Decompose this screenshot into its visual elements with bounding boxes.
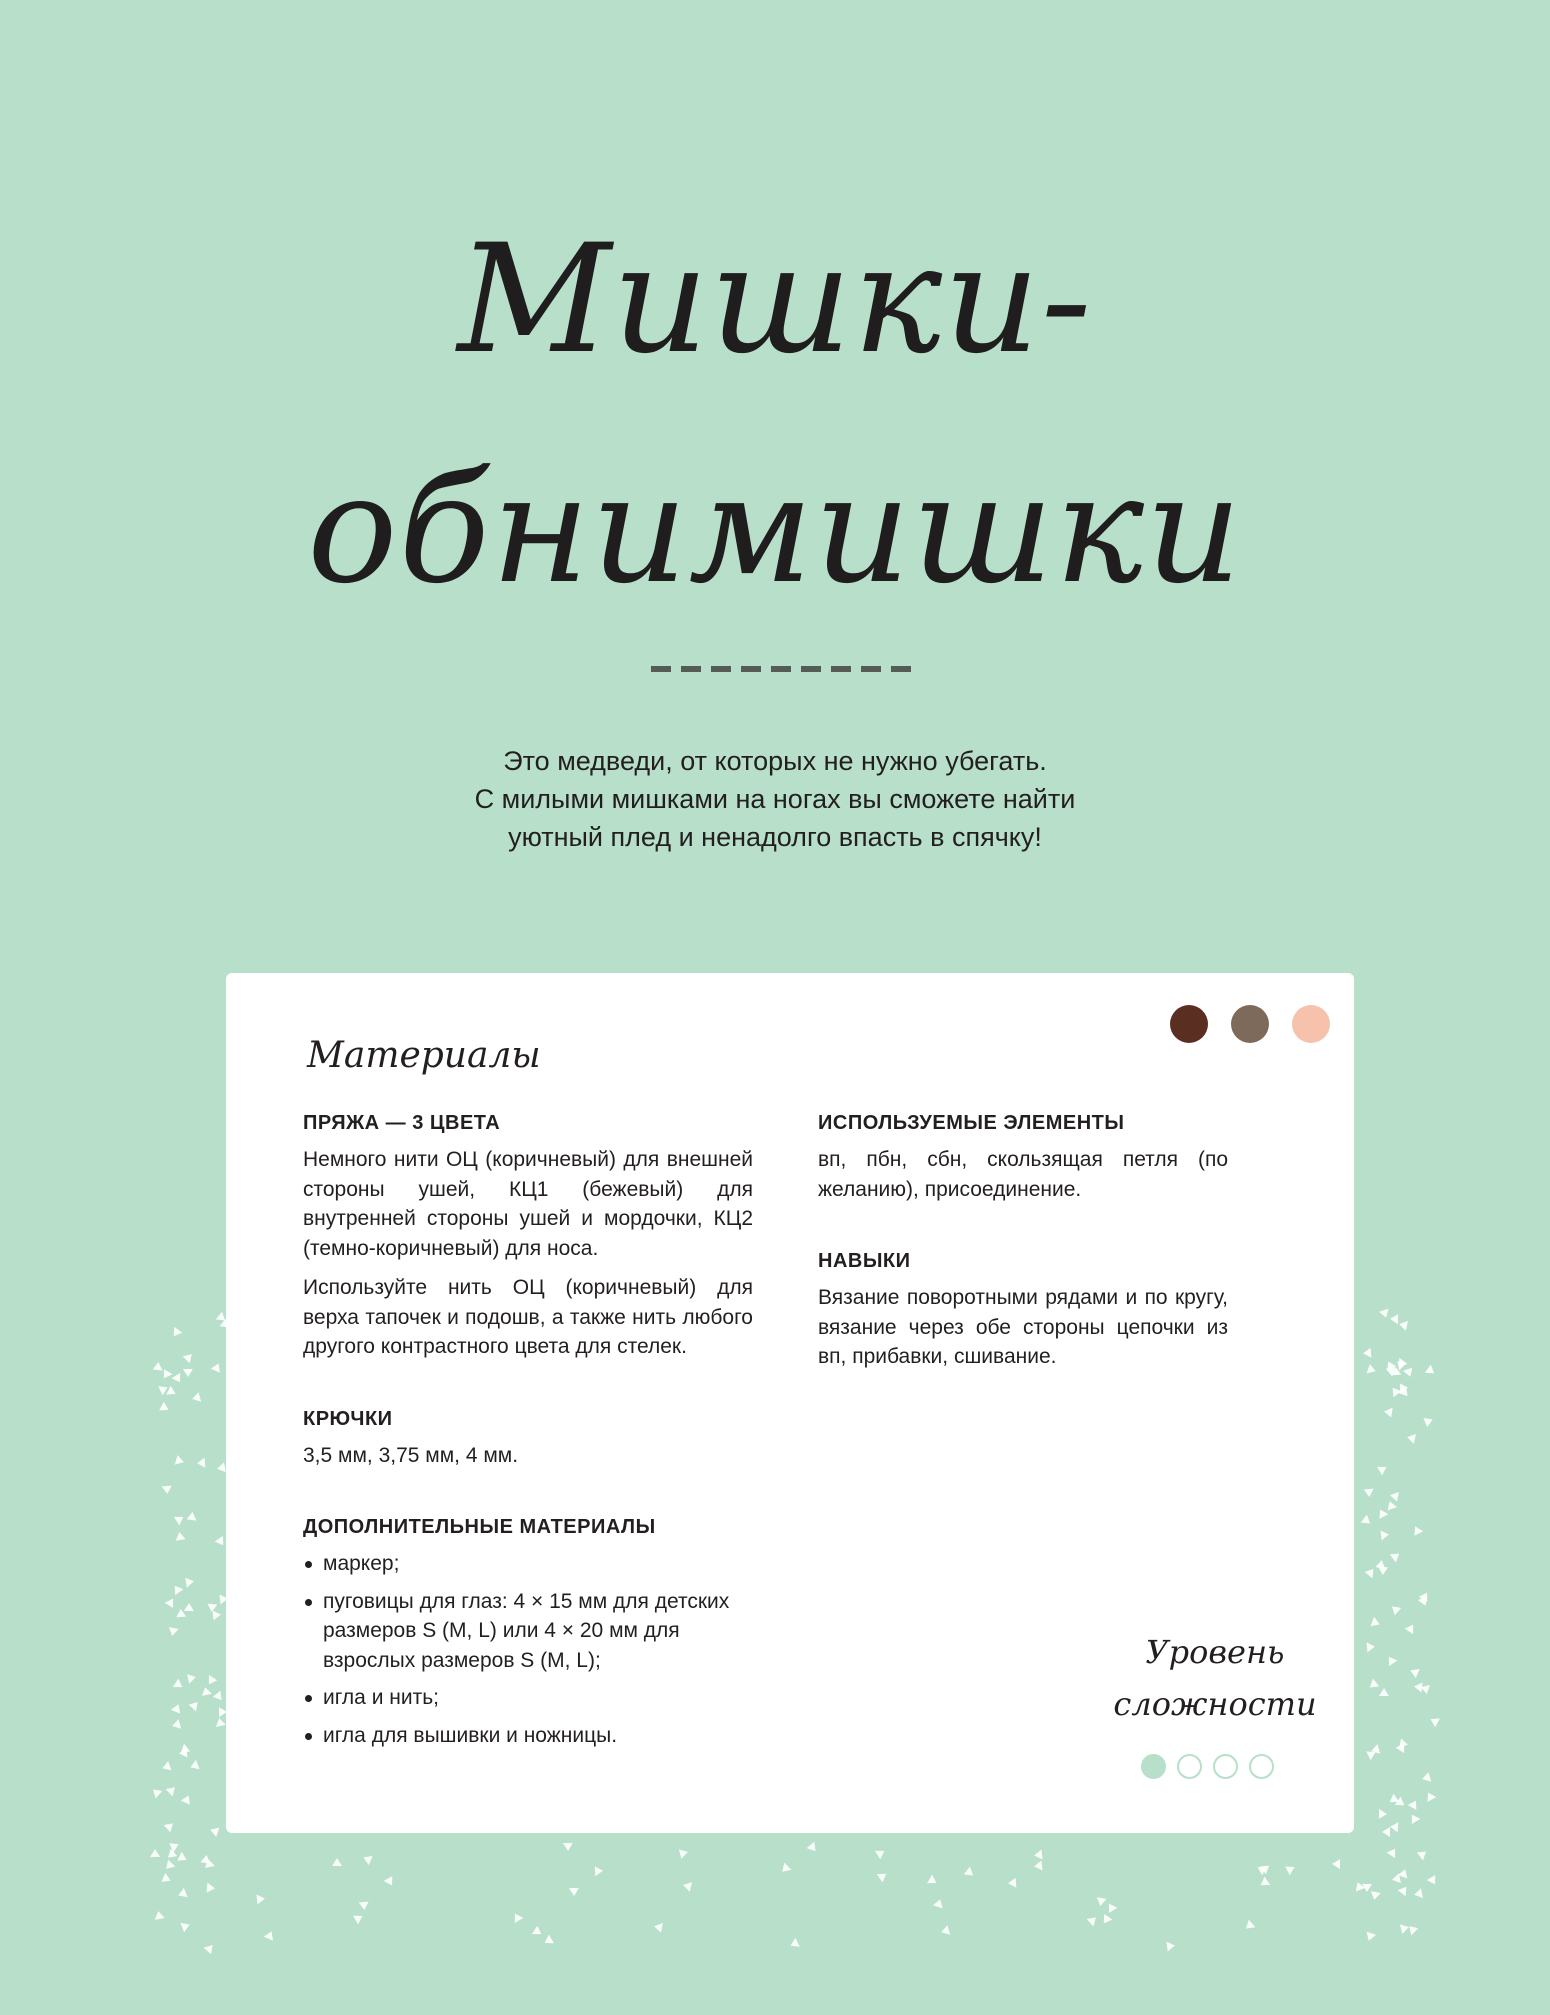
difficulty-label bbox=[1090, 1626, 1340, 1730]
speckle bbox=[1243, 1920, 1256, 1933]
speckle bbox=[1258, 1877, 1270, 1890]
speckle bbox=[1408, 1812, 1421, 1824]
speckle bbox=[788, 1937, 800, 1949]
speckle bbox=[150, 1848, 160, 1856]
speckle bbox=[214, 1717, 225, 1727]
hooks-section bbox=[303, 1408, 753, 1471]
list-item bbox=[303, 1549, 753, 1579]
speckle bbox=[170, 1327, 183, 1339]
speckle bbox=[927, 1874, 939, 1887]
bullet-icon bbox=[305, 1599, 312, 1606]
yarn-paragraph-2: Используйте нить ОЦ (коричневый) для верха тапочек и подошв, а также нить любого другого контрастного цвета для стелек. bbox=[303, 1276, 753, 1358]
speckle bbox=[1382, 1827, 1390, 1837]
speckle bbox=[181, 1793, 193, 1804]
speckle bbox=[1034, 1861, 1043, 1872]
speckle bbox=[174, 1513, 186, 1526]
speckle bbox=[1383, 1407, 1392, 1418]
speckle bbox=[1421, 1772, 1431, 1784]
speckle bbox=[361, 1853, 372, 1865]
speckle bbox=[1364, 1931, 1376, 1942]
skills-text: Вязание поворотными рядами и по кругу, вязание через обе стороны цепочки из вп, прибавки, сшивание. bbox=[818, 1286, 1228, 1368]
speckle bbox=[170, 1583, 183, 1595]
speckle bbox=[1403, 1367, 1415, 1378]
list-item bbox=[303, 1683, 753, 1713]
speckle bbox=[1370, 1617, 1381, 1629]
speckle bbox=[207, 1604, 218, 1613]
speckle bbox=[682, 1880, 692, 1892]
speckle bbox=[171, 1702, 183, 1713]
speckle bbox=[160, 1369, 173, 1381]
skills-section bbox=[818, 1250, 1228, 1372]
speckle bbox=[1379, 1688, 1389, 1696]
yarn-paragraph-1: Немного нити ОЦ (коричневый) для внешней стороны ушей, КЦ1 (бежевый) для внутренней стороны ушей и мордочки, КЦ2 (темно-коричневый) для носа. bbox=[303, 1148, 753, 1260]
difficulty-dot-empty bbox=[1249, 1754, 1274, 1779]
list-item-text: игла для вышивки и ножницы. bbox=[323, 1723, 618, 1747]
speckle bbox=[1385, 1653, 1398, 1665]
speckle bbox=[1390, 1822, 1399, 1833]
speckle bbox=[353, 1912, 365, 1925]
speckle bbox=[162, 1860, 175, 1873]
difficulty-label-line1: Уровень bbox=[1145, 1633, 1285, 1671]
speckle bbox=[150, 1785, 163, 1798]
speckle bbox=[197, 1458, 206, 1469]
speckle bbox=[679, 1848, 689, 1860]
speckle bbox=[1417, 1847, 1429, 1860]
extra-materials-title: ДОПОЛНИТЕЛЬНЫЕ МАТЕРИАЛЫ bbox=[303, 1516, 656, 1538]
speckle bbox=[171, 1719, 181, 1731]
speckle bbox=[1365, 1566, 1378, 1579]
speckle bbox=[161, 1486, 172, 1495]
speckle bbox=[964, 1867, 977, 1880]
color-swatch-taupe bbox=[1231, 1005, 1269, 1043]
speckle bbox=[174, 1531, 185, 1540]
list-item bbox=[303, 1587, 753, 1676]
skills-title: НАВЫКИ bbox=[818, 1250, 911, 1272]
speckle bbox=[183, 1369, 193, 1377]
speckle bbox=[188, 1699, 201, 1712]
speckle bbox=[185, 1577, 195, 1588]
speckle bbox=[1398, 1319, 1408, 1331]
bullet-icon bbox=[305, 1733, 312, 1740]
speckle bbox=[1367, 1641, 1376, 1652]
speckle bbox=[178, 1852, 190, 1865]
materials-left-column bbox=[303, 1112, 753, 1796]
speckle bbox=[1332, 1859, 1340, 1869]
materials-right-column bbox=[818, 1112, 1228, 1418]
difficulty-dot-empty bbox=[1177, 1754, 1202, 1779]
speckle bbox=[1410, 1524, 1422, 1536]
speckle bbox=[164, 1596, 177, 1608]
speckle bbox=[1424, 1415, 1435, 1427]
speckle bbox=[563, 1843, 573, 1851]
speckle bbox=[595, 1866, 604, 1876]
speckle bbox=[1087, 1914, 1100, 1927]
speckle bbox=[1405, 1622, 1418, 1634]
speckle bbox=[184, 1603, 194, 1611]
extra-materials-section bbox=[303, 1516, 753, 1750]
speckle bbox=[263, 1929, 275, 1940]
hooks-title: КРЮЧКИ bbox=[303, 1407, 393, 1430]
list-item-text: маркер; bbox=[323, 1552, 400, 1575]
speckle bbox=[933, 1898, 945, 1909]
speckle bbox=[1400, 1922, 1410, 1934]
speckle bbox=[1167, 1941, 1176, 1952]
speckle bbox=[1033, 1849, 1042, 1860]
speckle bbox=[165, 1783, 178, 1796]
speckle bbox=[1425, 1365, 1437, 1378]
intro-line: уютный плед и ненадолго впасть в спячку! bbox=[508, 822, 1042, 852]
yarn-title: ПРЯЖА — 3 ЦВЕТА bbox=[303, 1112, 501, 1134]
speckle bbox=[1409, 1665, 1420, 1677]
speckle bbox=[1363, 1347, 1372, 1358]
elements-title: ИСПОЛЬЗУЕМЫЕ ЭЛЕМЕНТЫ bbox=[818, 1112, 1125, 1134]
list-item-text: пуговицы для глаз: 4 × 15 мм для детских размеров S (M, L) или 4 × 20 мм для взрослых размеров S (M, L); bbox=[323, 1589, 730, 1672]
speckle bbox=[653, 1921, 663, 1932]
speckle bbox=[359, 1901, 370, 1910]
speckle bbox=[182, 1350, 195, 1363]
page-title-line2: обнимишки bbox=[307, 443, 1243, 617]
speckle bbox=[510, 1911, 523, 1923]
speckle bbox=[181, 1920, 192, 1932]
speckle bbox=[200, 1854, 211, 1864]
speckle bbox=[217, 1462, 227, 1473]
speckle bbox=[1007, 1878, 1016, 1889]
list-item-text: игла и нить; bbox=[323, 1686, 439, 1709]
difficulty-label-line2: сложности bbox=[1113, 1685, 1317, 1723]
materials-heading: Материалы bbox=[307, 1035, 541, 1076]
speckle bbox=[1285, 1863, 1297, 1876]
speckle bbox=[152, 1362, 163, 1371]
speckle bbox=[332, 1858, 342, 1866]
page-title-line1: Мишки- bbox=[457, 213, 1093, 387]
speckle bbox=[164, 1820, 177, 1833]
speckle bbox=[176, 1888, 187, 1900]
speckle bbox=[1390, 1550, 1402, 1563]
speckle bbox=[173, 1679, 185, 1692]
speckle bbox=[210, 1361, 222, 1372]
speckle bbox=[876, 1870, 888, 1883]
speckle bbox=[532, 1925, 544, 1938]
speckle bbox=[204, 1675, 217, 1687]
speckle bbox=[1360, 1515, 1372, 1528]
elements-section bbox=[818, 1112, 1228, 1204]
speckle bbox=[1100, 1913, 1113, 1925]
speckle bbox=[191, 1393, 201, 1405]
speckle bbox=[875, 1847, 887, 1860]
difficulty-dot-empty bbox=[1213, 1754, 1238, 1779]
speckle bbox=[1413, 1888, 1423, 1899]
speckle bbox=[1375, 1559, 1386, 1569]
speckle bbox=[206, 1882, 215, 1893]
speckle bbox=[178, 1748, 187, 1759]
speckle bbox=[1380, 1529, 1389, 1540]
speckle bbox=[807, 1842, 820, 1855]
speckle bbox=[175, 1455, 185, 1467]
list-item bbox=[303, 1721, 753, 1751]
speckle bbox=[542, 1935, 554, 1948]
intro-text bbox=[0, 742, 1550, 856]
speckle bbox=[1398, 1868, 1410, 1879]
speckle bbox=[383, 1876, 396, 1888]
speckle bbox=[153, 1910, 164, 1920]
title-divider bbox=[651, 666, 921, 672]
speckle bbox=[1378, 1809, 1386, 1819]
color-swatch-peach bbox=[1292, 1005, 1330, 1043]
speckle bbox=[1367, 1678, 1380, 1691]
speckle bbox=[1377, 1463, 1389, 1476]
speckle bbox=[200, 1685, 212, 1695]
difficulty-dot-filled bbox=[1141, 1754, 1166, 1779]
speckle bbox=[1385, 1500, 1397, 1511]
speckle bbox=[159, 1402, 171, 1415]
speckle bbox=[1370, 1891, 1381, 1901]
speckle bbox=[189, 1760, 200, 1772]
speckle bbox=[187, 1673, 197, 1685]
speckle bbox=[569, 1888, 579, 1896]
speckle bbox=[1367, 1364, 1378, 1376]
speckle bbox=[160, 1760, 171, 1772]
speckle bbox=[1423, 1791, 1436, 1803]
speckle bbox=[1406, 1432, 1416, 1444]
intro-line: Это медведи, от которых не нужно убегать. bbox=[503, 746, 1047, 776]
speckle bbox=[1414, 1682, 1423, 1693]
speckle bbox=[257, 1893, 266, 1904]
elements-text: вп, пбн, сбн, скользящая петля (по желанию), присоединение. bbox=[818, 1148, 1228, 1201]
speckle bbox=[204, 1942, 217, 1955]
bullet-icon bbox=[305, 1561, 312, 1568]
bullet-icon bbox=[305, 1695, 312, 1702]
speckle bbox=[162, 1873, 173, 1885]
speckle bbox=[1397, 1884, 1410, 1896]
speckle bbox=[1389, 1602, 1402, 1615]
speckle bbox=[212, 1691, 225, 1703]
yarn-section bbox=[303, 1112, 753, 1362]
speckle bbox=[1363, 1489, 1374, 1498]
speckle bbox=[940, 1925, 950, 1937]
speckle bbox=[1408, 1798, 1421, 1810]
speckle bbox=[1386, 1846, 1399, 1858]
color-swatch-brown bbox=[1170, 1005, 1208, 1043]
speckle bbox=[1426, 1875, 1439, 1887]
speckle bbox=[167, 1627, 178, 1637]
extra-materials-list bbox=[303, 1549, 753, 1750]
hooks-text: 3,5 мм, 3,75 мм, 4 мм. bbox=[303, 1443, 519, 1467]
speckle bbox=[186, 1511, 197, 1520]
intro-line: С милыми мишками на ногах вы сможете найти bbox=[474, 784, 1076, 814]
speckle bbox=[1105, 1901, 1118, 1913]
speckle bbox=[1428, 1714, 1440, 1727]
speckle bbox=[209, 1825, 220, 1837]
speckle bbox=[779, 1863, 792, 1876]
